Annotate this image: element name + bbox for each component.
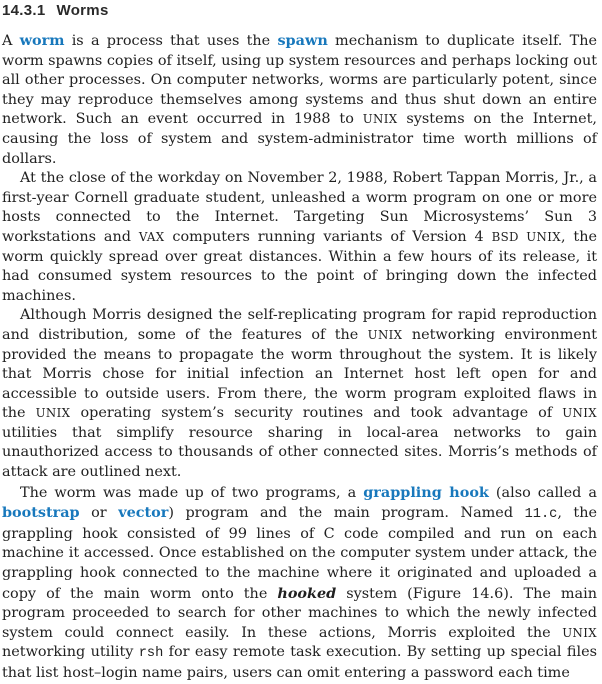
smallcaps-acronym: UNIX [362,112,398,127]
key-term: vector [118,504,169,522]
text-run: networking environment provided the means to propagate the worm throughout the system. It is likely that Morris chose for initial infection an Internet host left open for and accessible to outside users. From there, the worm program exploited flaws in the [2,326,597,422]
text-run: or [79,505,119,522]
text-run: is a process that uses the [64,33,278,49]
text-run: for easy remote task execution. By setting up special files that list host–login name pairs, users can omit entering a password each time [2,644,597,681]
smallcaps-acronym: UNIX [35,406,71,421]
text-run: computers running variants of Version 4 [164,228,492,245]
key-term: spawn [277,32,328,49]
code-term: 11.c [524,507,558,523]
smallcaps-acronym: BSD UNIX [491,229,561,244]
section-title: Worms [56,2,109,19]
text-run: (also called a [488,484,597,501]
text-run: mechanism to duplicate itself. The worm spawns copies of itself, using up system resources and perhaps locking out all other processes. On computer networks, worms are particularly potent, since they may reproduce themselves among systems and thus shut down an entire network. Such an event occurred in 1988 to [2,33,597,128]
section-number: 14.3.1 [2,2,46,19]
key-term: worm [19,32,65,49]
text-run: The worm was made up of two programs, a [20,484,364,501]
text-run: operating system’s security routines and took advantage of [70,405,563,422]
smallcaps-acronym: VAX [138,229,165,244]
smallcaps-acronym: UNIX [562,625,597,640]
key-term: grappling hook [363,483,489,501]
text-run: system (Figure 14.6). The main program proceeded to search for other machines to which the newly infected system could connect easily. In these actions, Morris exploited the [2,585,597,641]
paragraph [2,31,597,169]
text-run: Although Morris designed the self-replicating program for rapid reproduction and distribution, some of the features of the [2,307,597,343]
code-term: rsh [138,646,164,662]
text-run: ) program and the main program. Named [168,505,525,522]
text-run: A [2,33,20,49]
text-run: , the grappling hook consisted of 99 lines of C code compiled and run on each machine it accessed. Once established on the computer system under attack, the grappling hook connected to the machine where it originated and uploaded a copy of the main worm onto the [2,505,598,602]
body-text [2,31,597,684]
section-heading [2,2,597,20]
paragraph [2,306,597,482]
key-term: bootstrap [2,504,80,522]
paragraph [2,483,597,684]
text-run: At the close of the workday on November 2, 1988, Robert Tappan Morris, Jr., a first-year Cornell graduate student, unleashed a worm program on one or more hosts connected to the Internet. Targeting Sun Microsystems’ Sun 3 workstations and [2,170,597,245]
smallcaps-acronym: UNIX [562,406,597,421]
text-run: systems on the Internet, causing the loss of system and system-administrator time worth millions of dollars. [2,111,597,167]
text-run: networking utility [2,644,139,661]
paragraph [2,169,597,306]
text-run: utilities that simplify resource sharing in local-area networks to gain unauthorized access to thousands of other connected sites. Morris’s methods of attack are outlined next. [2,424,597,481]
text-run: , the worm quickly spread over great distances. Within a few hours of its release, it had consumed system resources to the point of bringing down the infected machines. [2,228,597,304]
smallcaps-acronym: UNIX [367,327,403,342]
emphasis-term: hooked [277,584,337,602]
